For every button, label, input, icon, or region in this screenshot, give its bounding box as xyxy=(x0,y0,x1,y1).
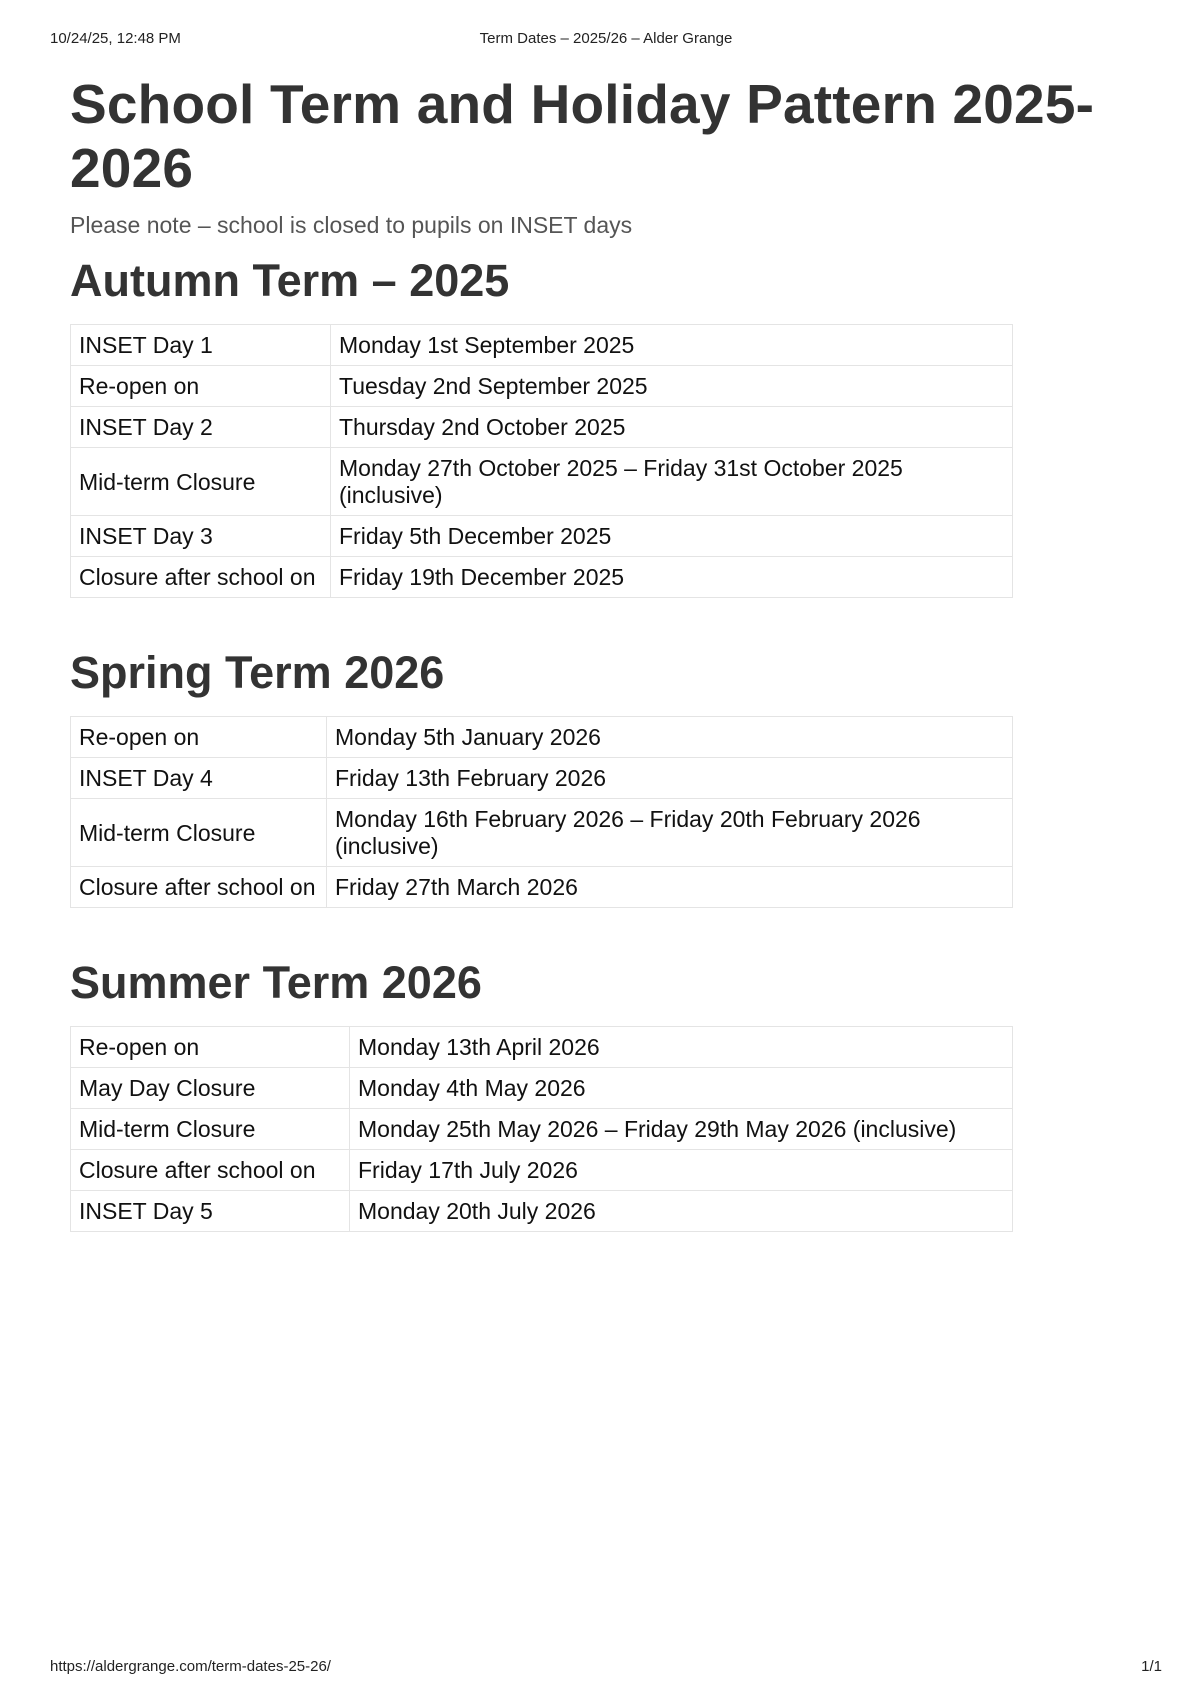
row-value: Monday 4th May 2026 xyxy=(350,1068,1013,1109)
row-label: INSET Day 3 xyxy=(71,516,331,557)
table-row xyxy=(71,1027,1013,1068)
row-label: Closure after school on xyxy=(71,557,331,598)
row-label: Mid-term Closure xyxy=(71,448,331,516)
row-label: Mid-term Closure xyxy=(71,1109,350,1150)
page-title: School Term and Holiday Pattern 2025-2026 xyxy=(70,73,1095,199)
table-row xyxy=(71,448,1013,516)
row-label: Closure after school on xyxy=(71,1150,350,1191)
row-value: Monday 20th July 2026 xyxy=(350,1191,1013,1232)
spring-term-heading: Spring Term 2026 xyxy=(70,647,445,698)
table-row xyxy=(71,758,1013,799)
row-value: Monday 5th January 2026 xyxy=(327,717,1013,758)
summer-term-table xyxy=(70,1026,1013,1232)
inset-note: Please note – school is closed to pupils on INSET days xyxy=(70,212,633,238)
row-label: INSET Day 2 xyxy=(71,407,331,448)
row-label: Re-open on xyxy=(71,717,327,758)
row-value: Friday 17th July 2026 xyxy=(350,1150,1013,1191)
row-value: Friday 13th February 2026 xyxy=(327,758,1013,799)
row-value: Monday 25th May 2026 – Friday 29th May 2026 (inclusive) xyxy=(350,1109,1013,1150)
row-label: Mid-term Closure xyxy=(71,799,327,867)
row-label: May Day Closure xyxy=(71,1068,350,1109)
table-row xyxy=(71,366,1013,407)
spring-term-table xyxy=(70,716,1013,908)
table-row xyxy=(71,1109,1013,1150)
table-row xyxy=(71,1068,1013,1109)
table-row xyxy=(71,867,1013,908)
table-row xyxy=(71,407,1013,448)
table-row xyxy=(71,799,1013,867)
row-value: Monday 1st September 2025 xyxy=(331,325,1013,366)
row-value: Thursday 2nd October 2025 xyxy=(331,407,1013,448)
row-label: INSET Day 4 xyxy=(71,758,327,799)
row-label: INSET Day 5 xyxy=(71,1191,350,1232)
page-content xyxy=(70,72,1120,1232)
print-footer xyxy=(50,1658,1162,1678)
print-page-title: Term Dates – 2025/26 – Alder Grange xyxy=(479,30,733,47)
row-value: Tuesday 2nd September 2025 xyxy=(331,366,1013,407)
row-label: INSET Day 1 xyxy=(71,325,331,366)
table-row xyxy=(71,557,1013,598)
page-url: https://aldergrange.com/term-dates-25-26/ xyxy=(50,1658,331,1675)
row-value: Monday 13th April 2026 xyxy=(350,1027,1013,1068)
print-datetime: 10/24/25, 12:48 PM xyxy=(50,30,181,47)
row-value: Monday 27th October 2025 – Friday 31st October 2025 (inclusive) xyxy=(331,448,1013,516)
table-row xyxy=(71,325,1013,366)
table-row xyxy=(71,516,1013,557)
row-value: Friday 5th December 2025 xyxy=(331,516,1013,557)
autumn-term-heading: Autumn Term – 2025 xyxy=(70,255,510,306)
autumn-term-table xyxy=(70,324,1013,598)
table-row xyxy=(71,1150,1013,1191)
row-value: Friday 27th March 2026 xyxy=(327,867,1013,908)
table-row xyxy=(71,717,1013,758)
row-label: Re-open on xyxy=(71,1027,350,1068)
row-value: Monday 16th February 2026 – Friday 20th February 2026 (inclusive) xyxy=(327,799,1013,867)
row-label: Re-open on xyxy=(71,366,331,407)
row-value: Friday 19th December 2025 xyxy=(331,557,1013,598)
summer-term-heading: Summer Term 2026 xyxy=(70,957,482,1008)
row-label: Closure after school on xyxy=(71,867,327,908)
table-row xyxy=(71,1191,1013,1232)
print-header xyxy=(50,30,1162,50)
page-number: 1/1 xyxy=(1141,1658,1162,1675)
